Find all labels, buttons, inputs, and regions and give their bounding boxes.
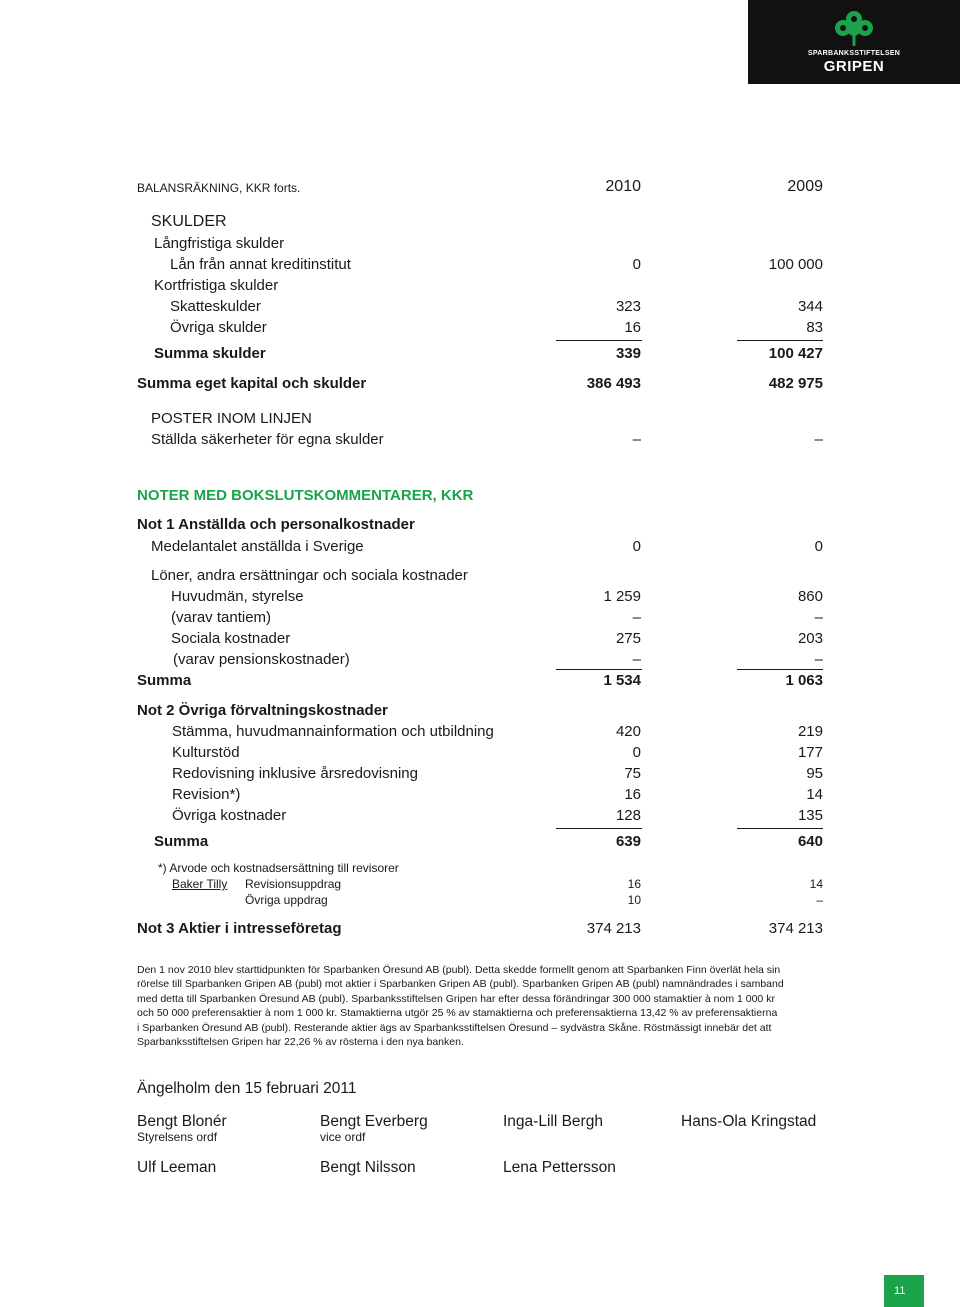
row-label: Revision*) <box>172 786 241 803</box>
divider <box>556 669 642 670</box>
table-row <box>0 786 960 808</box>
sum-2009: 1 063 <box>785 672 823 689</box>
value-2010: 1 259 <box>603 588 641 605</box>
value-2010: 420 <box>615 723 641 740</box>
col-2010-header: 2010 <box>605 178 641 195</box>
not2-heading-row <box>0 702 960 724</box>
not1-heading-row <box>0 516 960 538</box>
value-2010: – <box>632 651 641 668</box>
paragraph-line: i Sparbanken Öresund AB (publ). Resterande aktier ägs av Sparbanksstiftelsen Öresund – sydvästra Skåne. Röstmässigt innebär det att <box>137 1021 772 1034</box>
page-title: BALANSRÄKNING, KKR forts. <box>137 181 301 195</box>
table-row <box>0 431 960 453</box>
row-label: Ställda säkerheter för egna skulder <box>151 431 384 448</box>
table-row <box>0 298 960 320</box>
sum-label: Summa <box>154 833 209 850</box>
divider <box>556 340 642 341</box>
total-2009: 482 975 <box>768 375 823 392</box>
value-2009: 95 <box>806 765 823 782</box>
sum-row <box>0 672 960 694</box>
loner-heading: Löner, andra ersättningar och sociala kostnader <box>151 567 468 584</box>
value-2009: 860 <box>797 588 823 605</box>
value-2009: 344 <box>797 298 823 315</box>
row-label: Redovisning inklusive årsredovisning <box>172 765 418 782</box>
row-label: Övriga skulder <box>170 319 267 336</box>
short-heading: Kortfristiga skulder <box>154 277 279 294</box>
value-2009: 100 000 <box>768 256 823 273</box>
page-number-text: 11 <box>894 1285 906 1297</box>
noter-heading: NOTER MED BOKSLUTSKOMMENTARER, KKR <box>137 487 474 504</box>
signature-name: Bengt Blonér <box>137 1113 227 1130</box>
row-label: (varav tantiem) <box>171 609 272 626</box>
value-2009: 135 <box>797 807 823 824</box>
signature-name: Hans-Ola Kringstad <box>681 1113 817 1130</box>
value-2010: 323 <box>615 298 641 315</box>
sum-row <box>0 345 960 367</box>
table-row <box>0 256 960 278</box>
auditor-name: Baker Tilly <box>172 877 228 891</box>
value-2009: 203 <box>797 630 823 647</box>
paragraph-line: och 50 000 preferensaktier à nom 1 000 kr. Stamaktierna utgör 25 % av stamaktierna och preferensaktierna 13,42 % av preferensaktierna <box>137 1007 778 1020</box>
loner-heading-row <box>0 567 960 589</box>
sum-2009: 100 427 <box>768 345 823 362</box>
signature-name: Bengt Everberg <box>320 1113 428 1130</box>
not3-label: Not 3 Aktier i intresseföretag <box>137 920 342 937</box>
long-heading: Långfristiga skulder <box>154 235 285 252</box>
poster-heading-row <box>0 410 960 432</box>
paragraph-line: med detta till Sparbanken Öresund AB (publ). Sparbanksstiftelsen Gripen har efter dessa förändringar 300 000 stamaktier à nom 1 000 kr <box>137 992 775 1005</box>
value-2009: 219 <box>797 723 823 740</box>
row-label: Kulturstöd <box>172 744 240 761</box>
total-row <box>0 375 960 397</box>
divider <box>737 828 823 829</box>
skulder-heading: SKULDER <box>151 213 227 230</box>
table-row <box>0 723 960 745</box>
sum-label: Summa <box>137 672 192 689</box>
row-label: Sociala kostnader <box>171 630 291 647</box>
row-label: Skatteskulder <box>170 298 261 315</box>
not3-row <box>0 920 960 942</box>
info-paragraph <box>137 963 827 1049</box>
value-2010: 0 <box>632 744 641 761</box>
poster-heading: POSTER INOM LINJEN <box>151 410 312 427</box>
paragraph-line: Sparbanksstiftelsen Gripen har 22,26 % av rösterna i den nya banken. <box>137 1036 464 1049</box>
value-2009: 177 <box>797 744 823 761</box>
value-2009: – <box>814 431 823 448</box>
clover-icon <box>828 8 880 48</box>
value-2009: 14 <box>806 786 823 803</box>
value-2009: 374 213 <box>768 920 823 937</box>
logo-name: GRIPEN <box>823 58 885 75</box>
total-label: Summa eget kapital och skulder <box>137 375 367 392</box>
table-row <box>0 765 960 787</box>
fee-row <box>0 893 960 915</box>
sum-label: Summa skulder <box>154 345 266 362</box>
table-row <box>0 807 960 829</box>
value-2009: 14 <box>809 877 823 891</box>
total-2010: 386 493 <box>586 375 641 392</box>
table-row <box>0 588 960 610</box>
value-2009: 83 <box>806 319 823 336</box>
table-row <box>0 744 960 766</box>
row-label: Stämma, huvudmannainformation och utbildning <box>172 723 494 740</box>
logo <box>748 0 960 84</box>
paragraph-line: rörelse till Sparbanken Gripen AB (publ) mot aktier i Sparbanken Gripen AB (publ). Sparbanken Gripen AB (publ) namnändrades i samband <box>137 978 784 991</box>
sum-2009: 640 <box>797 833 823 850</box>
signature-role: Styrelsens ordf <box>137 1130 218 1144</box>
value-2010: 374 213 <box>586 920 641 937</box>
page-number <box>884 1275 924 1307</box>
row-label: Övriga kostnader <box>172 807 287 824</box>
value-2010: 16 <box>624 786 641 803</box>
signature-name: Ulf Leeman <box>137 1159 217 1176</box>
sum-2010: 339 <box>615 345 641 362</box>
col-2009-header: 2009 <box>787 178 823 195</box>
value-2009: 0 <box>814 538 823 555</box>
value-2010: 16 <box>624 319 641 336</box>
paragraph-line: Den 1 nov 2010 blev starttidpunkten för Sparbanken Öresund AB (publ). Detta skedde formellt genom att Sparbanken Finn överlät hela sin <box>137 964 781 976</box>
value-2010: 0 <box>632 538 641 555</box>
signature-name: Lena Pettersson <box>503 1159 616 1176</box>
signature-name: Inga-Lill Bergh <box>503 1113 603 1130</box>
table-row <box>0 319 960 341</box>
signature-name: Bengt Nilsson <box>320 1159 416 1176</box>
value-2010: – <box>632 431 641 448</box>
row-label: (varav pensionskostnader) <box>173 651 350 668</box>
value-2010: 16 <box>627 877 641 891</box>
logo-org-line: SPARBANKSSTIFTELSEN <box>807 50 901 57</box>
row-label: Revisionsuppdrag <box>245 877 342 891</box>
not2-heading: Not 2 Övriga förvaltningskostnader <box>137 702 388 719</box>
footnote: *) Arvode och kostnadsersättning till revisorer <box>158 861 399 875</box>
value-2010: 10 <box>627 893 641 907</box>
divider <box>737 669 823 670</box>
row-label: Huvudmän, styrelse <box>171 588 304 605</box>
divider <box>556 828 642 829</box>
value-2010: 128 <box>615 807 641 824</box>
value-2009: – <box>816 893 823 907</box>
table-header <box>0 178 960 200</box>
sum-2010: 1 534 <box>603 672 641 689</box>
place-date: Ängelholm den 15 februari 2011 <box>137 1080 357 1097</box>
table-row <box>0 609 960 631</box>
value-2010: – <box>632 609 641 626</box>
sum-row <box>0 833 960 855</box>
skulder-heading-row <box>0 213 960 235</box>
noter-heading-row <box>0 487 960 509</box>
table-row <box>0 630 960 652</box>
value-2010: 275 <box>615 630 641 647</box>
sum-2010: 639 <box>615 833 641 850</box>
signature-role: vice ordf <box>320 1130 366 1144</box>
row-label: Övriga uppdrag <box>245 893 328 907</box>
table-row <box>0 538 960 560</box>
value-2010: 0 <box>632 256 641 273</box>
value-2010: 75 <box>624 765 641 782</box>
short-heading-row <box>0 277 960 299</box>
value-2009: – <box>814 651 823 668</box>
long-heading-row <box>0 235 960 257</box>
value-2009: – <box>814 609 823 626</box>
divider <box>737 340 823 341</box>
not1-heading: Not 1 Anställda och personalkostnader <box>137 516 415 533</box>
row-label: Medelantalet anställda i Sverige <box>151 538 364 555</box>
row-label: Lån från annat kreditinstitut <box>170 256 351 273</box>
